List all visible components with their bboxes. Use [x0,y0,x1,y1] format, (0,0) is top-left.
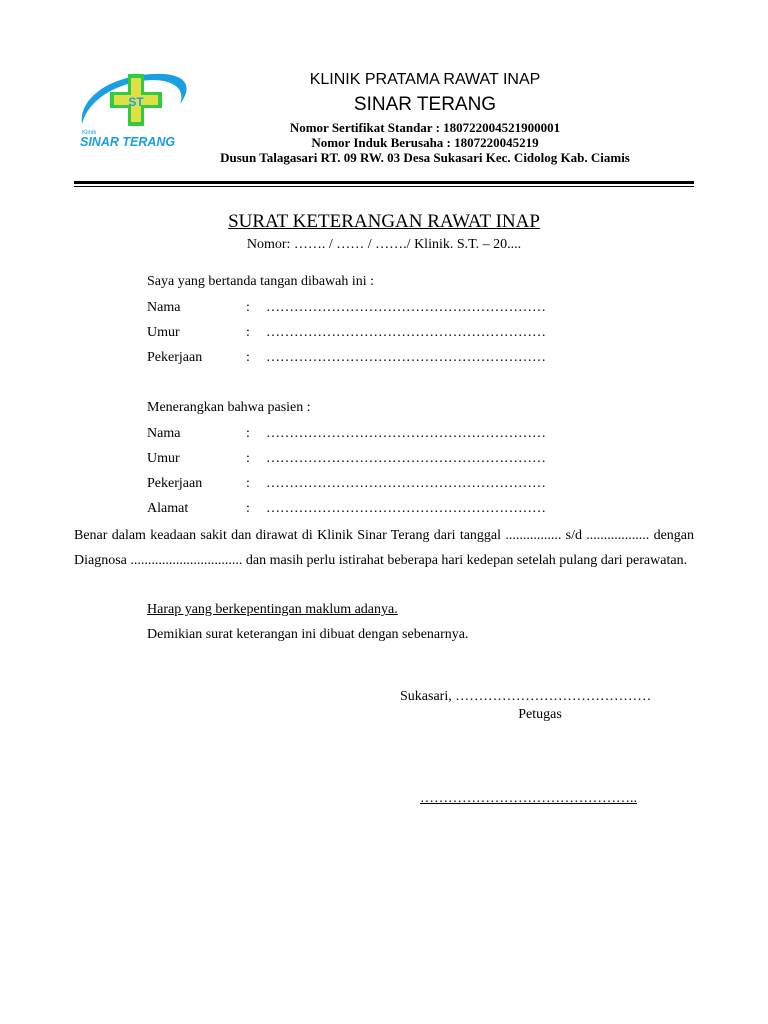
clinic-name-heading: SINAR TERANG [353,94,497,115]
field-blank: …………………………………………………… [266,325,546,340]
field-label: Pekerjaan [147,350,203,365]
field-blank: …………………………………………………… [266,426,546,441]
logo-brand-text: SINAR TERANG [80,135,176,149]
closing-sentence: Demikian surat keterangan ini dibuat dengan sebenarnya. [147,627,469,642]
document-title: SURAT KETERANGAN RAWAT INAP [228,211,540,232]
logo-mark-text: ST [128,95,144,109]
field-blank: …………………………………………………… [266,350,546,365]
field-colon: : [246,501,250,516]
field-blank: …………………………………………………… [266,300,546,315]
clinic-type-heading: KLINIK PRATAMA RAWAT INAP [309,71,541,88]
field-colon: : [246,350,250,365]
letterhead-divider-thin [74,186,694,187]
field-blank: …………………………………………………… [266,451,546,466]
field-colon: : [246,451,250,466]
clinic-address: Dusun Talagasari RT. 09 RW. 03 Desa Sukasari Kec. Cidolog Kab. Ciamis [220,150,630,165]
field-label: Nama [147,426,181,441]
field-blank: …………………………………………………… [266,501,546,516]
signature-name-line: ……………………………………….. [420,791,637,806]
certificate-number: Nomor Sertifikat Standar : 180722004521900001 [289,120,561,135]
field-blank: …………………………………………………… [266,476,546,491]
field-colon: : [246,300,250,315]
logo-small-text: Klinik [82,130,97,136]
field-colon: : [246,476,250,491]
signature-place-date: Sukasari, …………………………………… [400,689,652,704]
signatory-intro: Saya yang bertanda tangan dibawah ini : [147,274,375,289]
field-label: Umur [147,451,180,466]
statement-paragraph: Benar dalam keadaan sakit dan dirawat di Klinik Sinar Terang dari tanggal ................ s/d .................. dengan Diagnosa ................................ dan masih perlu istirahat beberapa hari kedepan setelah pulang dari perawatan. [74,528,694,568]
field-colon: : [246,426,250,441]
field-label: Umur [147,325,180,340]
field-label: Nama [147,300,181,315]
document-number: Nomor: ……. / …… / ……./ Klinik. S.T. – 20.... [246,237,522,252]
field-label: Alamat [147,501,189,516]
letterhead-divider-thick [74,181,694,184]
patient-intro: Menerangkan bahwa pasien : [147,400,311,415]
request-sentence: Harap yang berkepentingan maklum adanya. [147,602,398,617]
signature-role: Petugas [518,707,562,722]
field-label: Pekerjaan [147,476,203,491]
business-id-number: Nomor Induk Berusaha : 1807220045219 [311,135,539,150]
field-colon: : [246,325,250,340]
